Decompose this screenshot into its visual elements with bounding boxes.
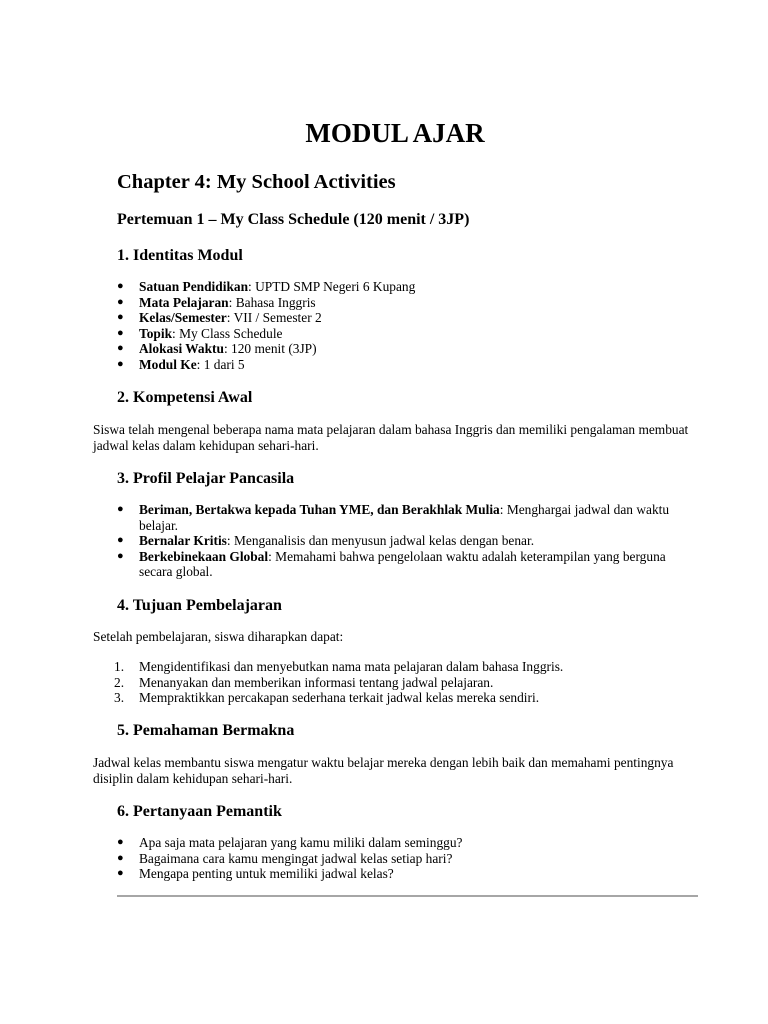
item-label: Topik <box>139 325 173 341</box>
item-value: : UPTD SMP Negeri 6 Kupang <box>248 279 416 294</box>
list-item <box>0 549 671 580</box>
item-label: Berkebinekaan Global <box>139 548 269 564</box>
item-value: : VII / Semester 2 <box>226 310 322 325</box>
item-number: 1. <box>114 659 125 674</box>
identitas-list <box>0 279 671 372</box>
bullet-icon: ● <box>117 867 124 879</box>
item-text: Mempraktikkan percakapan sederhana terkait jadwal kelas mereka sendiri. <box>139 690 540 705</box>
item-value: : Menghargai jadwal dan waktu belajar. <box>139 502 670 533</box>
item-label: Bernalar Kritis <box>139 533 227 548</box>
section-heading-kompetensi: 2. Kompetensi Awal <box>117 389 253 406</box>
list-item <box>0 295 671 311</box>
document-title: MODUL AJAR <box>305 118 485 148</box>
section-heading-pemahaman: 5. Pemahaman Bermakna <box>117 722 295 739</box>
list-item <box>0 851 671 867</box>
bullet-icon: ● <box>117 326 124 339</box>
item-label: Beriman, Bertakwa kepada Tuhan YME, dan Berakhlak Mulia <box>139 502 500 517</box>
item-value: : Memahami bahwa pengelolaan waktu adalah keterampilan yang berguna secara global. <box>139 548 666 579</box>
item-value: : Bahasa Inggris <box>228 294 316 310</box>
list-item <box>0 310 671 326</box>
item-text: Mengidentifikasi dan menyebutkan nama mata pelajaran dalam bahasa Inggris. <box>139 659 564 674</box>
list-item <box>0 533 671 549</box>
list-item <box>0 866 671 882</box>
chapter-title: Chapter 4: My School Activities <box>117 171 396 193</box>
pertanyaan-list <box>0 835 671 882</box>
bullet-icon: ● <box>117 280 124 292</box>
bullet-icon: ● <box>117 851 124 864</box>
bullet-icon: ● <box>117 549 124 562</box>
list-item <box>0 835 671 851</box>
list-item <box>0 279 671 295</box>
profil-list <box>0 502 671 580</box>
bullet-icon: ● <box>117 295 124 308</box>
item-number: 3. <box>114 690 125 705</box>
item-label: Modul Ke <box>139 356 197 372</box>
list-item <box>0 357 671 373</box>
bullet-icon: ● <box>117 342 124 354</box>
item-value: : 120 menit (3JP) <box>223 341 317 356</box>
item-value: : 1 dari 5 <box>196 356 245 372</box>
item-text: Apa saja mata pelajaran yang kamu miliki dalam seminggu? <box>139 835 463 850</box>
list-item <box>0 341 671 357</box>
bullet-icon: ● <box>117 311 124 323</box>
bullet-icon: ● <box>117 503 124 515</box>
list-item <box>0 675 671 691</box>
tujuan-list <box>0 659 671 706</box>
bullet-icon: ● <box>117 836 124 848</box>
tujuan-intro: Setelah pembelajaran, siswa diharapkan dapat: <box>93 629 344 644</box>
item-label: Satuan Pendidikan <box>139 279 249 294</box>
item-text: Bagaimana cara kamu mengingat jadwal kelas setiap hari? <box>139 850 453 866</box>
meeting-title: Pertemuan 1 – My Class Schedule (120 menit / 3JP) <box>117 211 470 228</box>
kompetensi-text: Siswa telah mengenal beberapa nama mata pelajaran dalam bahasa Inggris dan memiliki pengalaman membuat jadwal kelas dalam kehidupan sehari-hari. <box>93 422 689 453</box>
pemahaman-text: Jadwal kelas membantu siswa mengatur waktu belajar mereka dengan lebih baik dan memahami pentingnya disiplin dalam kehidupan sehari-hari. <box>93 755 674 786</box>
bullet-icon: ● <box>117 357 124 370</box>
item-number: 2. <box>114 674 125 690</box>
list-item <box>0 326 671 342</box>
section-heading-profil: 3. Profil Pelajar Pancasila <box>117 470 295 487</box>
item-label: Kelas/Semester <box>139 310 227 325</box>
item-value: : Menganalisis dan menyusun jadwal kelas dengan benar. <box>226 533 535 548</box>
list-item <box>0 502 671 533</box>
item-label: Alokasi Waktu <box>139 341 224 356</box>
horizontal-divider <box>117 895 698 897</box>
list-item <box>0 659 671 675</box>
section-heading-pertanyaan: 6. Pertanyaan Pemantik <box>117 803 282 820</box>
item-value: : My Class Schedule <box>172 325 283 341</box>
section-heading-tujuan: 4. Tujuan Pembelajaran <box>117 597 282 614</box>
section-heading-identitas: 1. Identitas Modul <box>117 247 243 264</box>
bullet-icon: ● <box>117 534 124 546</box>
list-item <box>0 690 671 706</box>
item-text: Menanyakan dan memberikan informasi tentang jadwal pelajaran. <box>139 674 494 690</box>
item-label: Mata Pelajaran <box>139 294 229 310</box>
item-text: Mengapa penting untuk memiliki jadwal kelas? <box>139 866 394 881</box>
